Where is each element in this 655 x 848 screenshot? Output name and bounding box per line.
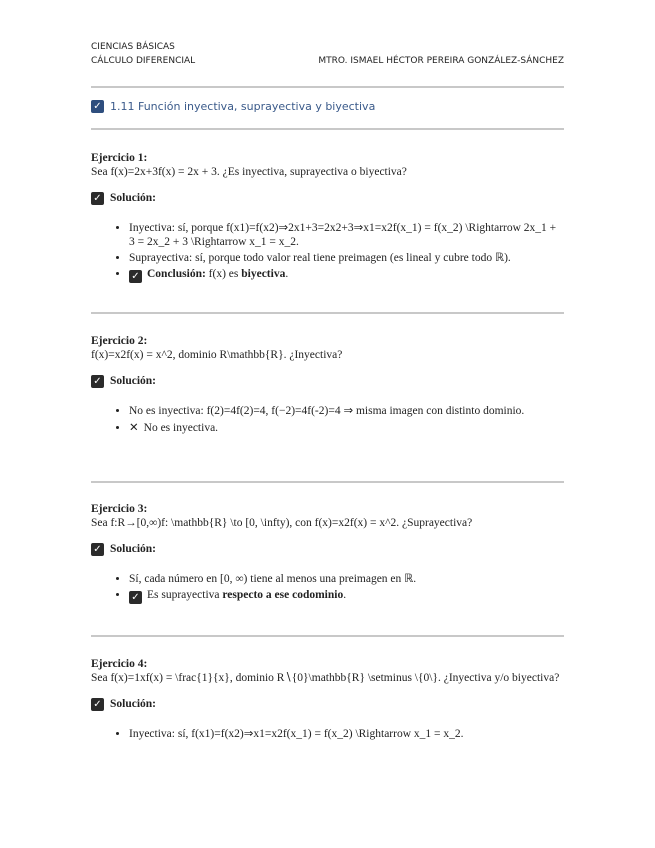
- divider: [91, 481, 564, 483]
- solution-list: [91, 221, 561, 283]
- check-icon: ✓: [91, 100, 104, 113]
- exercise-statement: f(x)=x2f(x) = x^2, dominio R\mathbb{R}. ¿Inyectiva?: [91, 349, 343, 361]
- solution-heading: [91, 697, 561, 711]
- header-department: CIENCIAS BÁSICAS: [91, 42, 175, 52]
- check-icon: ✓: [91, 375, 104, 388]
- solution-label: Solución:: [110, 543, 157, 555]
- exercise-1: [91, 151, 561, 285]
- list-item: • Inyectiva: sí, f(x1)=f(x2)⇒x1=x2f(x_1) = f(x_2) \Rightarrow x_1 = x_2.: [129, 727, 561, 741]
- solution-list: [91, 572, 561, 604]
- list-item: • Suprayectiva: sí, porque todo valor real tiene preimagen (es lineal y cubre todo ℝ).: [129, 251, 561, 265]
- exercise-statement: Sea f:R→[0,∞)f: \mathbb{R} \to [0, \infty), con f(x)=x2f(x) = x^2. ¿Suprayectiva?: [91, 517, 473, 529]
- list-item: [129, 267, 561, 283]
- exercise-statement: Sea f(x)=1xf(x) = \frac{1}{x}, dominio R∖{0}\mathbb{R} \setminus \{0\}. ¿Inyectiva y/o biyectiva?: [91, 672, 560, 684]
- exercise-3: [91, 502, 561, 606]
- cross-icon: ✕: [129, 420, 139, 434]
- divider: [91, 635, 564, 637]
- list-item-text: Es suprayectiva: [147, 589, 223, 601]
- divider: [91, 312, 564, 314]
- header-course: CÁLCULO DIFERENCIAL: [91, 56, 196, 66]
- check-icon: ✓: [129, 270, 142, 283]
- list-item: [129, 420, 561, 435]
- solution-label: Solución:: [110, 375, 157, 387]
- header-author: MTRO. ISMAEL HÉCTOR PEREIRA GONZÁLEZ-SÁNCHEZ: [318, 56, 564, 66]
- list-item: • No es inyectiva: f(2)=4f(2)=4, f(−2)=4f(-2)=4 ⇒ misma imagen con distinto dominio.: [129, 404, 561, 418]
- list-item-bold: respecto a ese codominio: [222, 589, 344, 601]
- solution-list: [91, 727, 561, 741]
- solution-heading: [91, 191, 561, 205]
- exercise-2: [91, 334, 561, 437]
- exercise-statement: Sea f(x)=2x+3f(x) = 2x + 3. ¿Es inyectiva, suprayectiva o biyectiva?: [91, 166, 407, 178]
- conclusion-end: .: [285, 268, 289, 280]
- list-item: [129, 588, 561, 604]
- solution-label: Solución:: [110, 698, 157, 710]
- conclusion-bold: biyectiva: [241, 268, 286, 280]
- exercise-title: Ejercicio 3:: [91, 503, 148, 515]
- section-title: [91, 100, 375, 113]
- conclusion-text: f(x) es: [205, 268, 242, 280]
- divider: [91, 128, 564, 130]
- list-item: • Inyectiva: sí, porque f(x1)=f(x2)⇒2x1+3=2x2+3⇒x1=x2f(x_1) = f(x_2) \Rightarrow 2x_1 + 3 = 2x_2 + 3 \Rightarrow x_1 = x_2.: [129, 221, 561, 249]
- exercise-title: Ejercicio 4:: [91, 658, 148, 670]
- check-icon: ✓: [91, 698, 104, 711]
- divider: [91, 86, 564, 88]
- exercise-4: [91, 657, 561, 743]
- solution-list: [91, 404, 561, 435]
- conclusion-label: Conclusión:: [147, 268, 206, 280]
- solution-label: Solución:: [110, 192, 157, 204]
- exercise-title: Ejercicio 1:: [91, 152, 148, 164]
- solution-heading: [91, 374, 561, 388]
- list-item: • Sí, cada número en [0, ∞) tiene al menos una preimagen en ℝ.: [129, 572, 561, 586]
- check-icon: ✓: [129, 591, 142, 604]
- check-icon: ✓: [91, 543, 104, 556]
- exercise-title: Ejercicio 2:: [91, 335, 148, 347]
- list-item-text: No es inyectiva.: [143, 422, 219, 434]
- solution-heading: [91, 542, 561, 556]
- section-title-text: 1.11 Función inyectiva, suprayectiva y biyectiva: [110, 100, 376, 113]
- list-item-end: .: [343, 589, 347, 601]
- check-icon: ✓: [91, 192, 104, 205]
